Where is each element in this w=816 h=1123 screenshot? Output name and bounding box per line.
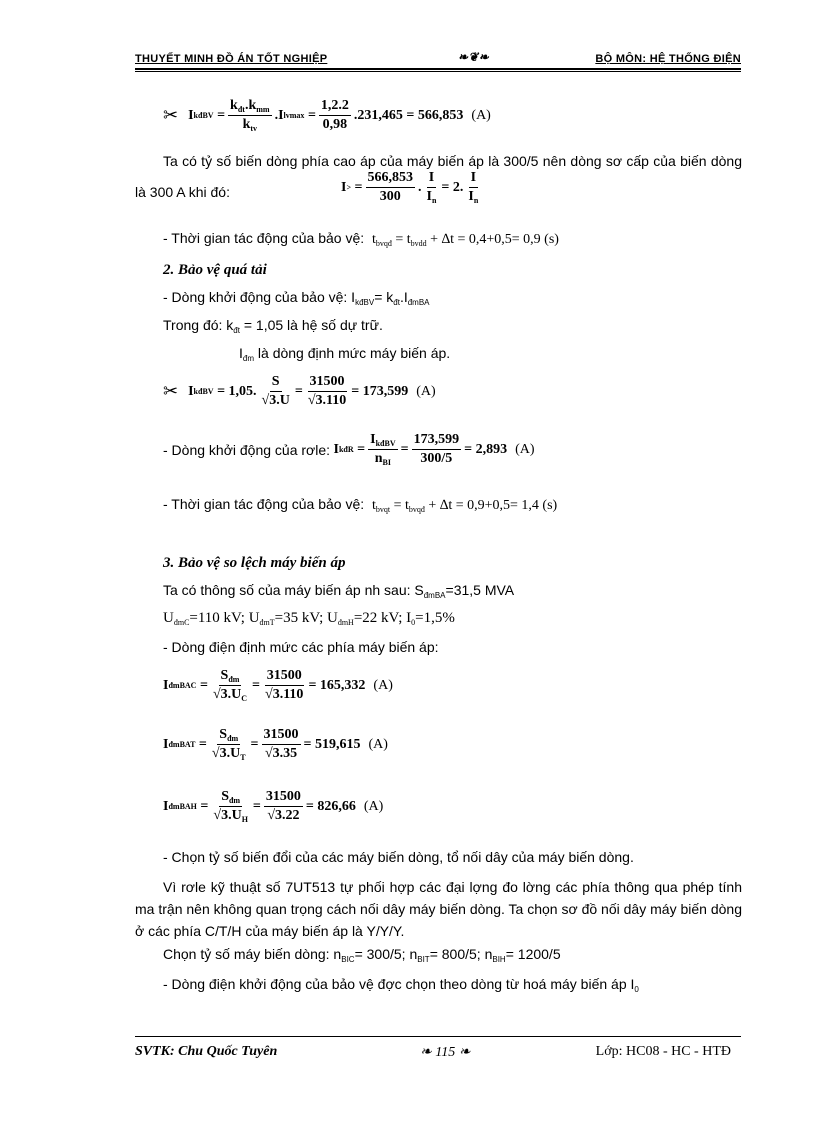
scissor-icon: ✂ (163, 105, 179, 125)
equation-idmbac: I đmBAC = $\frac{S_{đm}}{√3.U_C}$ = $\frac{31500}{√3.110}$ = 165,332 (A) (163, 668, 393, 703)
line-thong-so: Ta có thông số của máy biến áp nh sau: $S_{đmBA}=31,5$ MVA (163, 582, 515, 600)
scissor-icon: ✂ (163, 381, 179, 401)
equation-ikdbv-2: ✂ I kđBV = 1,05. $\frac{S}{√3.U}$ = $\frac{31500}{√3.110}$ = 173,599 (A) (163, 374, 436, 408)
line-idm: $I_{đm}$ là dòng định mức máy biến áp. (239, 345, 451, 363)
paragraph-role: Vì rơle kỹ thuật số 7UT513 tự phối hợp các đại lợng đo lờng các phía thông qua phép tính ma trận nên không quan trọng cách nối dây máy biến dòng. Ta chọn sơ đồ nối dây máy biến dòng ở các phía C/T/H của máy biến áp là Y/Y/Y. (135, 879, 742, 939)
equation-ikdbv-1: ✂ I kđBV = $\frac{k_{đt}.k_{mm}}{k_{tv}}$ .I lvmax = $\frac{1,2.2}{0,98}$ .231,465 = 566,853 (A) (163, 98, 491, 133)
header-rule (135, 71, 741, 72)
line-voltages: $U_{đmC}=110$ kV; $U_{đmT}=35$ kV; $U_{đmH}=22$ kV; $I_0=1,5\%$ (163, 610, 455, 627)
equation-idmbah: I đmBAH = $\frac{S_{đm}}{√3.U_H}$ = $\frac{31500}{√3.22}$ = 826,66 (A) (163, 789, 384, 824)
page-number: ❧ 115 ❧ (420, 1045, 471, 1060)
line-chon-ty-so: - Chọn tỷ số biến đổi của các máy biến dòng, tổ nối dây của máy biến dòng. (163, 849, 634, 865)
equation-ikdr: - Dòng khởi động của rơle: I kđR = $\frac{I_{kđBV}}{n_{BI}}$ = $\frac{173,599}{300/5}$ = 2,893 (A) (163, 432, 535, 467)
line-time-2: - Thời gian tác động của bảo vệ: $t_{bvqt} = t_{bvqđ} + \Delta t = 0,9+0,5= 1,4$ (s) (163, 496, 558, 514)
fraction: $\frac{k_{đt}.k_{mm}}{k_{tv}}$ (230, 98, 270, 133)
line-dien-dinh-muc: - Dòng điện định mức các phía máy biến áp: (163, 639, 439, 655)
footer-rule (135, 1036, 741, 1037)
line-chon-may-bien-dong: Chọn tỷ số máy biến dòng: $n_{BIC}= 300/5$; $n_{BIT}= 800/5$; $n_{BIH}= 1200/5$ (163, 946, 561, 964)
paragraph-ti-so: Ta có tỷ số biến dòng phía cao áp của máy biến áp là 300/5 nên dòng sơ cấp của biến dòng là 300 A khi đó: (135, 153, 742, 200)
header-ornament: ❧❦❧ (458, 50, 490, 64)
header-left: THUYẾT MINH ĐỒ ÁN TỐT NGHIỆP (135, 53, 328, 65)
header-right: BỘ MÔN: HỆ THỐNG ĐIỆN (595, 53, 741, 65)
page-header (135, 50, 741, 70)
section-3-title: 3. Bảo vệ so lệch máy biến áp (163, 555, 346, 571)
line-trong-do: Trong đó: $k_{đt} = 1,05$ là hệ số dự trữ. (163, 317, 383, 335)
footer-class: Lớp: HC08 - HC - HTĐ (595, 1044, 731, 1059)
section-2-title: 2. Bảo vệ quá tải (163, 262, 267, 278)
equation-i-greater: I > = $\frac{566,853}{300}$ . $\frac{I}{I_n}$ = 2. $\frac{I}{I_n}$ (341, 170, 479, 205)
page-footer (135, 1044, 741, 1064)
line-time-1: - Thời gian tác động của bảo vệ: $t_{bvqđ} = t_{bvdd} + \Delta t = 0,4+0,5= 0,9$ (s) (163, 230, 559, 248)
line-dong-khoi-dong: - Dòng điện khởi động của bảo vệ đợc chọn theo dòng từ hoá máy biến áp $I_0$ (163, 976, 639, 994)
line-khoi-dong: - Dòng khởi động của bảo vệ: $I_{kđBV}= k_{đt}.I_{đmBA}$ (163, 289, 430, 307)
equation-idmbat: I đmBAT = $\frac{S_{đm}}{√3.U_T}$ = $\frac{31500}{√3.35}$ = 519,615 (A) (163, 727, 388, 762)
footer-author: SVTK: Chu Quốc Tuyên (135, 1044, 278, 1059)
